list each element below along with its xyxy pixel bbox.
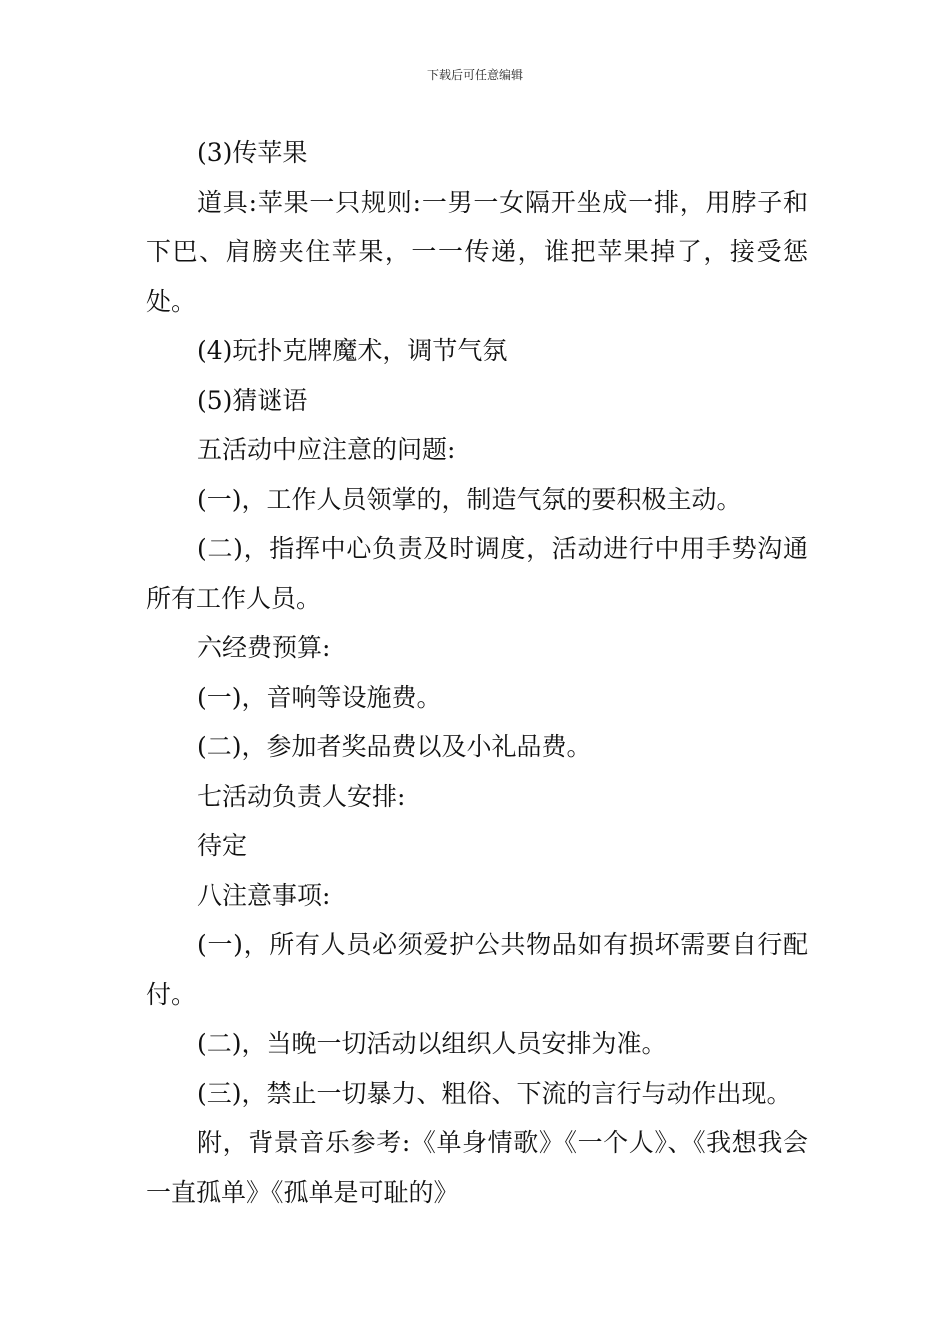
page-header-note: 下载后可任意编辑 [426, 68, 523, 82]
paragraph-budget-2: (二)，参加者奖品费以及小礼品费。 [197, 732, 592, 761]
paragraph-pass-apple: (3)传苹果 [197, 138, 308, 167]
paragraph-note-1: (一)，所有人员必须爱护公共物品如有损坏需要自行配付。 [146, 930, 808, 1009]
section-heading-notes: 八注意事项: [197, 880, 331, 910]
paragraph-background-music: 附，背景音乐参考:《单身情歌》《一个人》、《我想我会一直孤单》《孤单是可耻的》 [146, 1128, 808, 1207]
paragraph-riddles: (5)猜谜语 [197, 385, 308, 415]
paragraph-card-magic: (4)玩扑克牌魔术，调节气氛 [197, 336, 508, 365]
paragraph-note-3: (三)，禁止一切暴力、粗俗、下流的言行与动作出现。 [197, 1078, 792, 1108]
paragraph-issue-2: (二)，指挥中心负责及时调度，活动进行中用手势沟通所有工作人员。 [146, 534, 808, 613]
paragraph-issue-1: (一)，工作人员领掌的，制造气氛的要积极主动。 [197, 484, 742, 514]
paragraph-note-2: (二)，当晚一切活动以组织人员安排为准。 [197, 1029, 667, 1058]
section-heading-budget: 六经费预算: [197, 633, 331, 662]
document-body [146, 128, 808, 1217]
paragraph-budget-1: (一)，音响等设施费。 [197, 682, 442, 712]
section-heading-responsible: 七活动负责人安排: [197, 781, 406, 811]
section-heading-issues: 五活动中应注意的问题: [197, 435, 456, 464]
paragraph-tbd: 待定 [197, 831, 248, 860]
paragraph-props-rules: 道具:苹果一只规则:一男一女隔开坐成一排，用脖子和下巴、肩膀夹住苹果，一一传递，谁把苹果掉了，接受惩处。 [146, 187, 808, 316]
